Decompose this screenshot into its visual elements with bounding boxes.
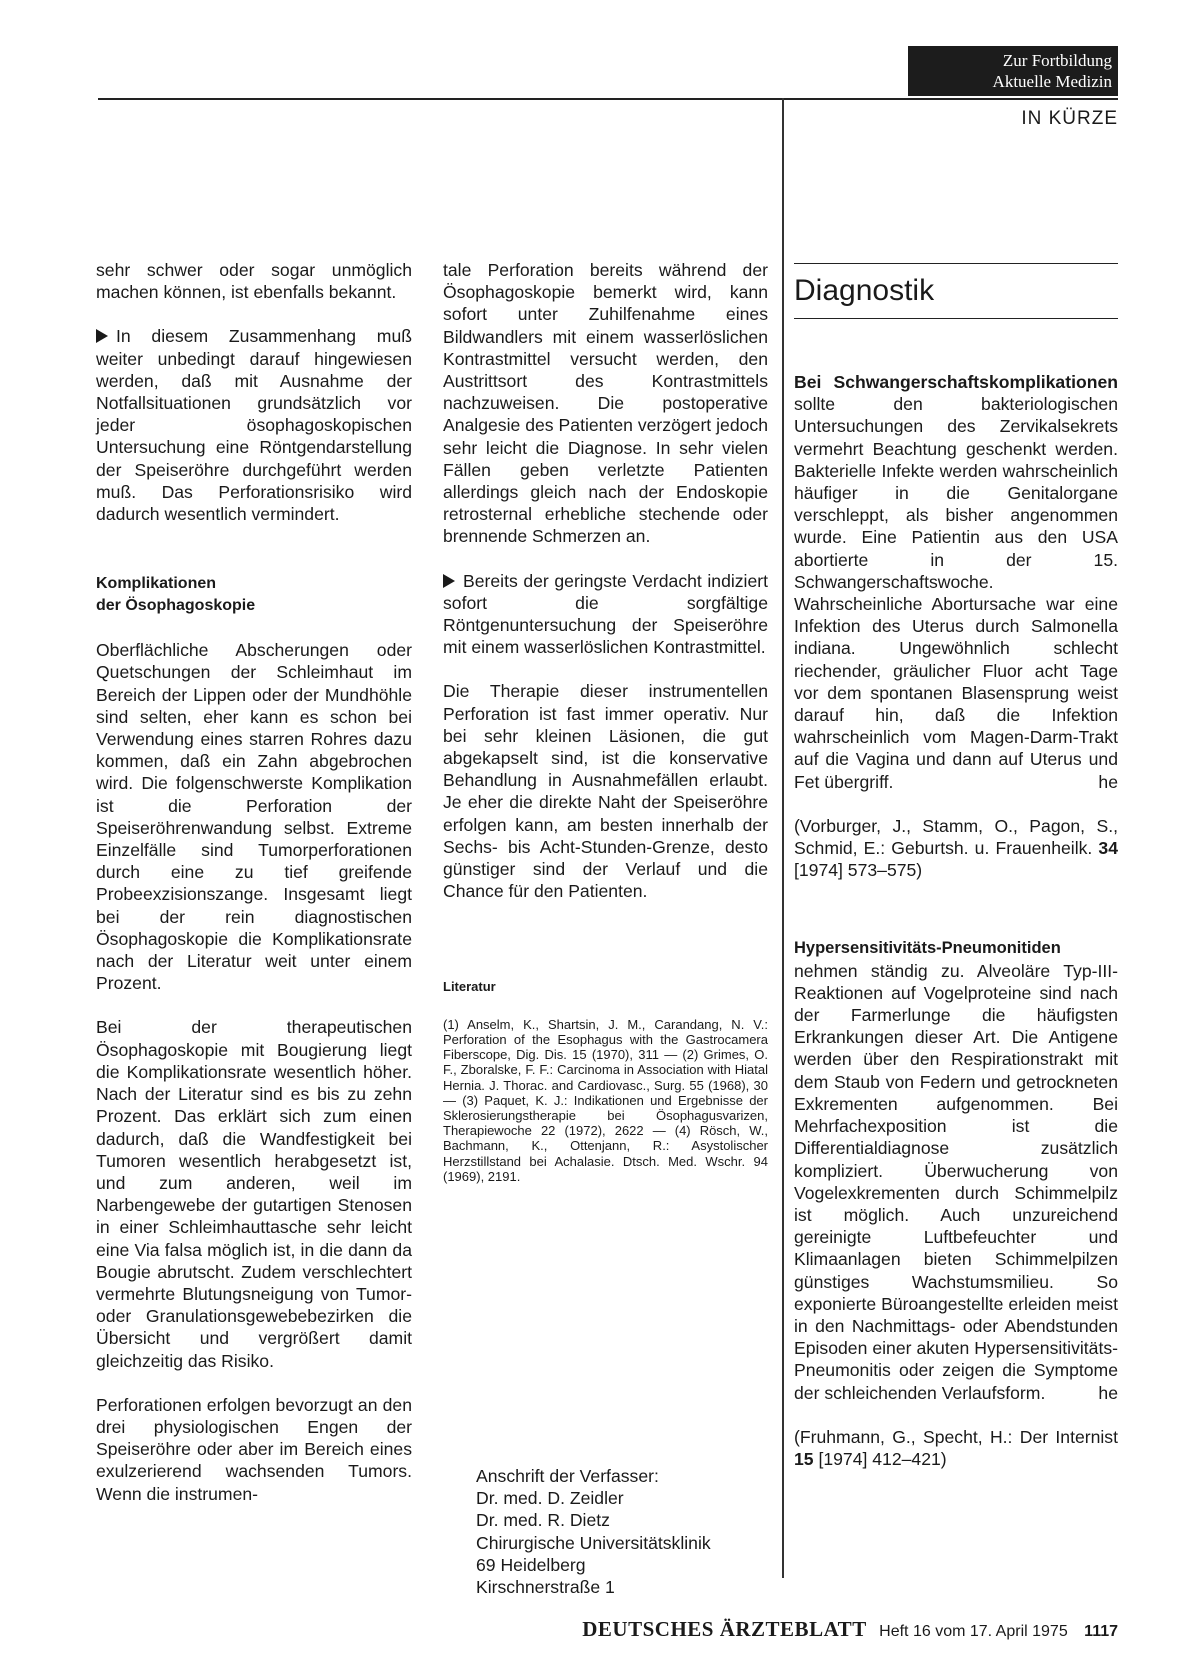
paragraph: Die Therapie dieser instrumentellen Perforation ist fast immer operativ. Nur bei sehr kleinen Läsionen, die gut abgekapselt sind, ist die konservative Behandlung in Ausnahmefällen erlaubt. Je eher die direkte Naht der Speiseröhre erfolgen kann, am besten innerhalb der Sechs- bis Acht-Stunden-Grenze, desto günstiger sind der Verlauf und die Chance für den Patienten.: [443, 681, 768, 902]
news-item: [794, 371, 1118, 793]
citation-volume: 34: [1098, 838, 1118, 859]
news-item-text: nehmen ständig zu. Alveoläre Typ-III-Reaktionen auf Vogelproteine sind nach der Farmerlunge die häufigsten Erkrankungen dieser Art. Die Antigene werden über den Respirationstrakt mit dem Staub von Federn und getrockneten Exkrementen aufgenommen. Bei Mehrfachexposition ist die Differentialdiagnose zusätzlich kompliziert. Überwucherung von Vogelexkrementen durch Schimmelpilz ist möglich. Auch unzureichend gereinigte Luftbefeuchter und Klimaanlagen bieten Schimmelpilzen günstiges Wachstumsmilieu. So exponierte Büroangestellte erleiden meist in den Nachmittags- oder Abendstunden Episoden einer akuten Hypersensitivitäts-Pneumonitis oder zeigen die Symptome der schleichenden Verlaufsform.: [794, 960, 1118, 1403]
subheading-line1: Komplikationen: [96, 575, 217, 593]
author-initials: he: [1098, 771, 1118, 792]
paragraph: sehr schwer oder sogar unmöglich machen können, ist ebenfalls bekannt.: [96, 260, 412, 303]
citation: [794, 1426, 1118, 1470]
paragraph-emphasis: [96, 325, 412, 525]
paragraph-emphasis: [443, 570, 768, 659]
address-line: Chirurgische Universitätsklinik: [476, 1532, 711, 1553]
journal-name: DEUTSCHES ÄRZTEBLATT: [582, 1617, 867, 1641]
citation-text: (Vorburger, J., Stamm, O., Pagon, S., Schmid, E.: Geburtsh. u. Frauenheilk.: [794, 815, 1118, 859]
citation-volume: 15: [794, 1448, 814, 1469]
header-rule: [98, 98, 1118, 100]
address-line: Dr. med. D. Zeidler: [476, 1488, 624, 1509]
author-address: [476, 1465, 776, 1598]
citation: [794, 815, 1118, 882]
subheading: [96, 573, 412, 617]
issue-info: Heft 16 vom 17. April 1975: [879, 1623, 1068, 1640]
paragraph-text: Bereits der geringste Verdacht indiziert sofort die sorgfältige Röntgenuntersuchung der Speiseröhre mit einem wasserlöslichen Kontrastmittel.: [443, 570, 768, 658]
paragraph: tale Perforation bereits während der Ösophagoskopie bemerkt wird, kann sofort unter Zuhilfenahme eines Bildwandlers mit einem wasserlöslichen Kontrastmittel versucht werden, den Austrittsort des Kontrastmittels nachzuweisen. Die postoperative Analgesie des Patienten verzögert jedoch sehr leicht die Diagnose. In sehr vielen Fällen geben verletzte Patienten allerdings gleich nach der Endoskopie retrosternal erhebliche stechende oder brennende Schmerzen an.: [443, 260, 768, 547]
references-list: (1) Anselm, K., Shartsin, J. M., Carandang, N. V.: Perforation of the Esophagus with the Gastrocamera Fiberscope, Dig. Dis. 15 (1970), 311 — (2) Grimes, O. F., Zboralske, F. F.: Carcinoma in Association with Hiatal Hernia. J. Thorac. and Cardiovasc., Surg. 55 (1968), 30 — (3) Paquet, K. J.: Indikationen und Ergebnisse der Sklerosierungstherapie bei Ösophagusvarizen, Therapiewoche 22 (1972), 2622 — (4) Rösch, W., Bachmann, K., Ottenjann, R.: Asystolischer Herzstillstand bei Achalasie. Dtsch. Med. Wschr. 94 (1969), 2191.: [443, 1016, 768, 1184]
address-line: Dr. med. R. Dietz: [476, 1510, 610, 1531]
news-item: [794, 937, 1118, 1403]
column-2: [443, 259, 768, 1184]
address-label: Anschrift der Verfasser:: [476, 1466, 659, 1486]
paragraph-text: In diesem Zusammenhang muß weiter unbedingt darauf hingewiesen werden, daß mit Ausnahme der Notfallsituationen grundsätzlich vor jeder ösophagoskopischen Untersuchung eine Röntgendarstellung der Speiseröhre durchgeführt werden muß. Das Perforationsrisiko wird dadurch wesentlich vermindert.: [96, 326, 412, 525]
page-footer: [470, 1617, 1118, 1642]
address-line: 69 Heidelberg: [476, 1554, 586, 1575]
triangle-bullet-icon: [96, 329, 108, 343]
section-label-line2: Aktuelle Medizin: [992, 72, 1112, 91]
news-item-lead: Bei Schwangerschaftskomplikationen: [794, 372, 1118, 392]
column-3: [794, 259, 1118, 1470]
column-1: [96, 259, 412, 1505]
news-item-text: sollte den bakteriologischen Untersuchungen des Zervikalsekrets vermehrt Beachtung geschenkt werden. Bakterielle Infekte werden wahrscheinlich häufiger in die Genitalorgane verschleppt, als bisher angenommen wurde. Eine Patientin aus den USA abortierte in der 15. Schwangerschaftswoche. Wahrscheinliche Abortursache war eine Infektion des Uterus durch Salmonella indiana. Ungewöhnlich schlecht riechender, gräulicher Fluor acht Tage vor dem spontanen Blasensprung weist darauf hin, daß die Infektion wahrscheinlich vom Magen-Darm-Trakt auf die Vagina und dann auf Uterus und Fet übergriff.: [794, 394, 1118, 792]
news-item-lead: Hypersensitivitäts-Pneumonitiden: [794, 939, 1061, 958]
section-label-box: [908, 46, 1118, 96]
subheading-line2: der Ösophagoskopie: [96, 597, 256, 615]
citation-text: (Fruhmann, G., Specht, H.: Der Internist: [794, 1426, 1118, 1447]
citation-pages: [1974] 412–421): [818, 1448, 947, 1469]
paragraph: Perforationen erfolgen bevorzugt an den drei physiologischen Engen der Speiseröhre oder aber im Bereich eines exulzerierend wachsenden Tumors. Wenn die instrumen-: [96, 1394, 412, 1504]
citation-pages: [1974] 573–575): [794, 860, 923, 881]
references-heading: Literatur: [443, 979, 496, 995]
triangle-bullet-icon: [443, 574, 455, 588]
section-title: Diagnostik: [794, 264, 1118, 319]
section-heading: IN KÜRZE: [1021, 108, 1118, 129]
paragraph: Bei der therapeutischen Ösophagoskopie mit Bougierung liegt die Komplikationsrate wesentlich höher. Nach der Literatur sind es bis zu zehn Prozent. Das erklärt sich zum einen dadurch, daß die Wandfestigkeit bei Tumoren wesentlich herabgesetzt ist, und zum anderen, weil im Narbengewebe der gutartigen Stenosen in einer Schleimhauttasche sehr leicht eine Via falsa möglich ist, in die dann da Bougie abrutscht. Zudem verschlechtert vermehrte Blutungsneigung von Tumor- oder Granulationsgewebebezirken die Übersicht und vergrößert damit gleichzeitig das Risiko.: [96, 1017, 412, 1371]
section-label-line1: Zur Fortbildung: [1002, 51, 1112, 70]
address-line: Kirschnerstraße 1: [476, 1577, 615, 1598]
paragraph: Oberflächliche Abscherungen oder Quetschungen der Schleimhaut im Bereich der Lippen oder der Mundhöhle sind selten, eher kann es schon bei Verwendung eines starren Rohres dazu kommen, daß ein Zahn abgebrochen wird. Die folgenschwerste Komplikation ist die Perforation der Speiseröhrenwandung selbst. Extreme Einzelfälle sind Tumorperforationen durch eine zu tief greifende Probeexzisionszange. Insgesamt liegt bei der rein diagnostischen Ösophagoskopie die Komplikationsrate nach der Literatur weit unter einem Prozent.: [96, 640, 412, 994]
page-number: 1117: [1084, 1623, 1118, 1640]
author-initials: he: [1098, 1382, 1118, 1403]
column-divider: [782, 98, 784, 1578]
